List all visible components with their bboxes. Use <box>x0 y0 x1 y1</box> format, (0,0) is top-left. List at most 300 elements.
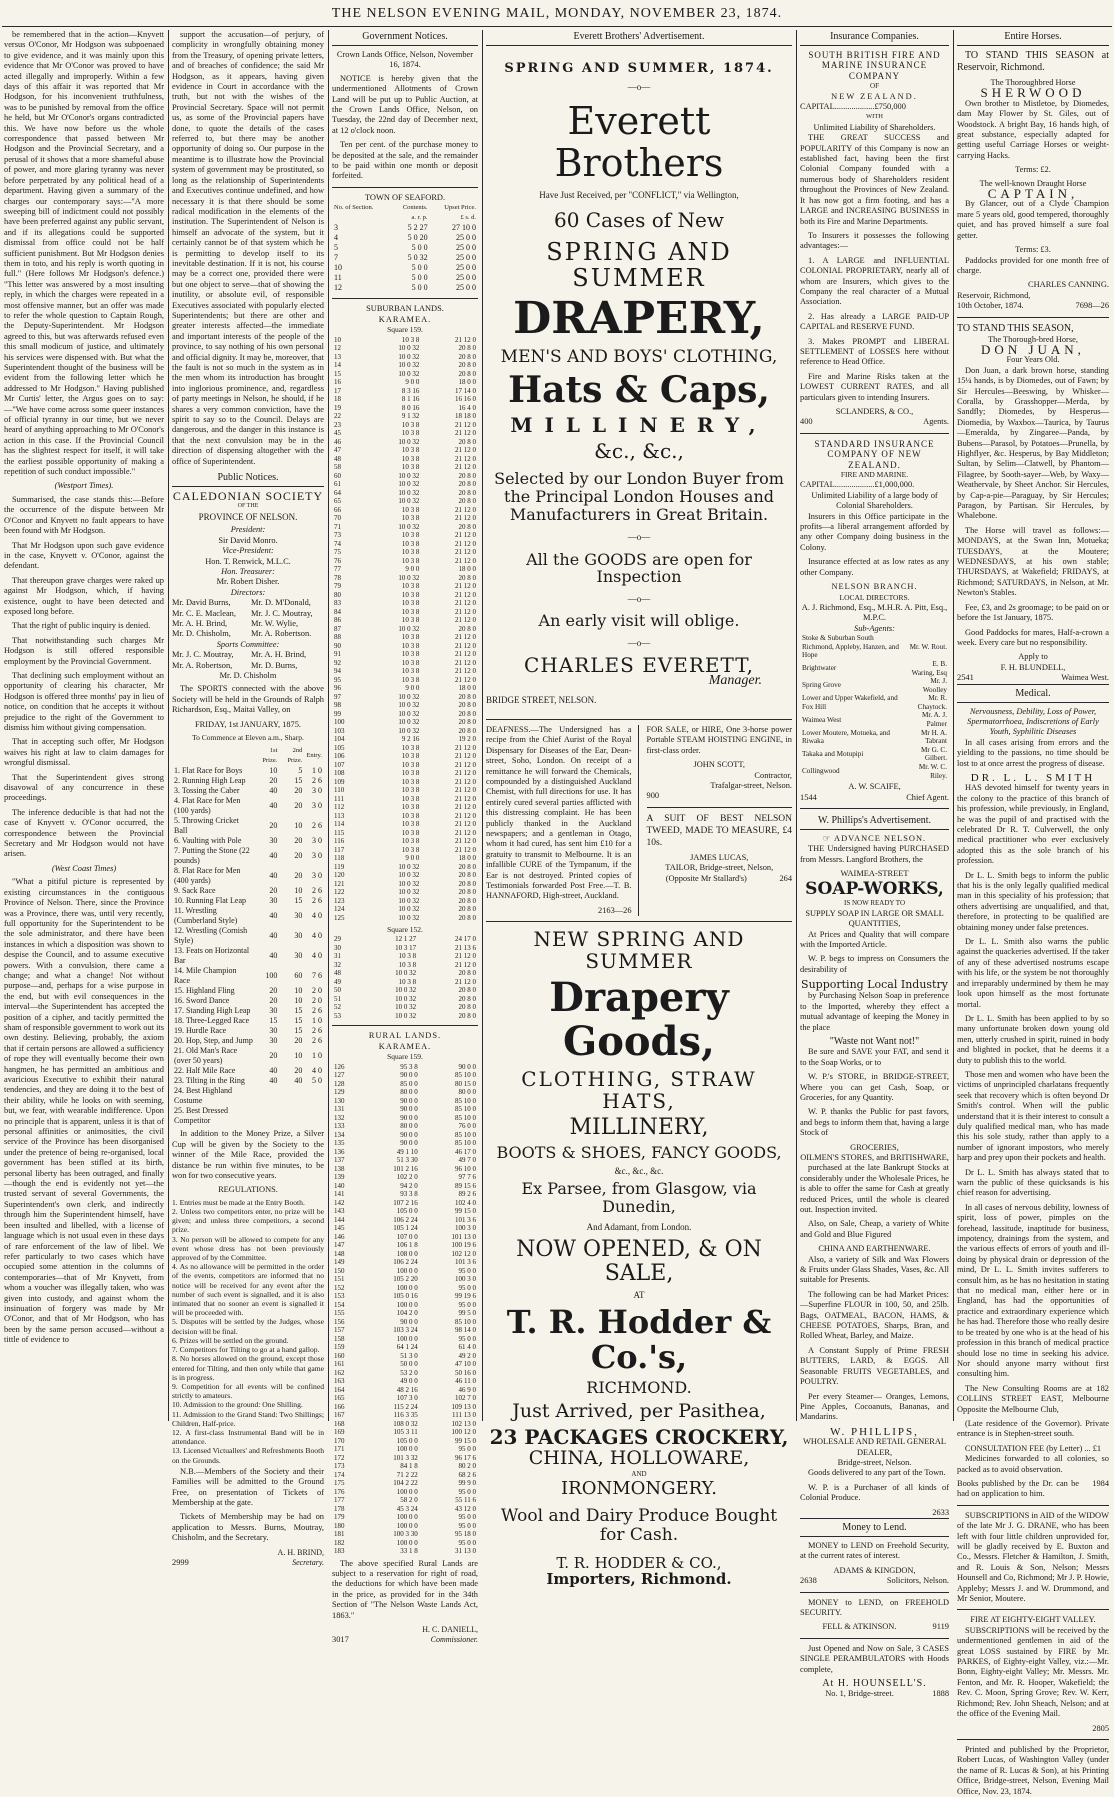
table-cell: E. B. Waring, Esq <box>911 659 947 677</box>
table-cell: 124 <box>334 905 345 913</box>
table-row <box>800 746 949 763</box>
table-cell: 9 0 0 <box>405 565 420 573</box>
hodder-drapery: Drapery Goods, <box>549 974 729 1066</box>
medical-text: In all cases of nervous debility, lowness of spirit, loss of power, pimples on the forehead, lassitude, inaptitude for business, impotency, drainings from the system, and the various effects of errors of youth and ill-doing by physical drain or depression of the mind, Dr L. L. Smith invites sufferers to consult him, as he has no hesitation in stating that no medical man, either here or in England, has had the opportunities of practice and extraordinary experience which he has had. Therefore those who really desire to be treated by one who is at the head of his profession in this branch of medical practice should lose no time in seeking his advice. Nor should anyone marry without first consulting him. <box>957 1202 1109 1379</box>
etc: &c., &c., <box>594 439 684 464</box>
support-heading: Supporting Local Industry <box>801 978 948 992</box>
table-cell: 20 8 0 <box>458 888 476 896</box>
table-row <box>332 336 478 345</box>
table-cell: 49 0 0 <box>400 1377 418 1386</box>
early-visit: An early visit will oblige. <box>538 611 740 631</box>
table-cell: Takaka and Motupipi <box>802 750 864 759</box>
table-cell: 16 16 0 <box>455 395 476 403</box>
table-cell: 15 <box>269 1016 278 1026</box>
table-row <box>332 608 478 617</box>
chief-agent: A. W. SCAIFE, <box>848 782 901 792</box>
header-cell: Entry. <box>306 752 322 760</box>
unit-cell <box>332 213 391 223</box>
china-line: CHINA AND EARTHENWARE. <box>818 1244 931 1254</box>
table-heading: RURAL LANDS. <box>368 1031 442 1041</box>
table-row <box>332 1343 478 1352</box>
company-text: THE GREAT SUCCESS and POPULARITY of this Company is now an established fact, having been the first Colonial Company founded with a numerous body of Shareholders resident throughout the Provinces of New Zealand. It has now got a firm footing, and has a LARGE and INCREASING BUSINESS in both its Fire and Marine Departments. <box>800 133 949 226</box>
table-cell: 21 12 0 <box>455 420 476 429</box>
table-cell: 2 0 <box>312 986 322 996</box>
section-heading: Entire Horses. <box>957 30 1109 46</box>
table-cell: 100 <box>265 971 278 981</box>
table-cell: 30 <box>269 1026 278 1036</box>
table-cell: 10 3 8 <box>398 952 417 961</box>
table-cell: 10 3 8 <box>401 845 420 854</box>
table-cell: 22. Half Mile Race <box>174 1066 236 1076</box>
table-row <box>800 694 949 711</box>
table-cell: 20 8 0 <box>458 573 476 582</box>
table-cell: Lower Moutere, Motueka, and Riwaka <box>802 728 891 746</box>
hodder-just: Just Arrived, per Pasithea, <box>512 1399 766 1422</box>
table-cell: 10 0 32 <box>398 344 420 352</box>
table-cell: 98 <box>334 701 341 709</box>
hodder-sig2: Importers, Richmond. <box>546 1570 732 1589</box>
table-cell: 20 8 0 <box>458 871 476 879</box>
manager-name: CHARLES EVERETT, <box>524 653 754 678</box>
table-cell: 84 1 8 <box>400 1462 418 1471</box>
table-row <box>332 506 478 515</box>
table-cell: 10 3 8 <box>401 752 420 760</box>
notice-text: NOTICE is hereby given that the undermentioned Allotments of Crown Land will be put up to Public Auction, at the Crown Lands Office, Nelson, on Tuesday, the 22nd day of December next, at 12 o'clock noon. <box>332 73 478 135</box>
money-title: Solicitors, Nelson. <box>886 1576 949 1586</box>
table-cell: 128 <box>334 1079 345 1088</box>
table-cell: 17. Standing High Leap <box>174 1006 251 1016</box>
table-cell: 65 <box>334 497 341 505</box>
table-cell: 74 <box>334 539 341 548</box>
table-cell: 20 8 0 <box>458 471 476 480</box>
table-cell <box>304 1086 324 1106</box>
table-cell: 21 12 0 <box>455 590 476 599</box>
table-cell: 21 12 0 <box>455 556 476 565</box>
table-cell: 169 <box>334 1428 345 1437</box>
director: Mr. David Burns, <box>172 598 231 608</box>
table-row <box>332 684 478 693</box>
company-country: NEW ZEALAND. <box>831 91 918 101</box>
table-cell: 157 <box>334 1326 345 1335</box>
price-line: At Prices and Quality that will compare with the Imported Article. <box>800 929 949 949</box>
table-cell: 174 <box>334 1470 345 1479</box>
table-cell: 155 <box>334 1309 345 1318</box>
table-cell: 11 <box>334 273 342 283</box>
table-cell: 4. Flat Race for Men (100 yards) <box>174 796 241 816</box>
table-row <box>172 846 324 866</box>
table-row <box>332 1386 478 1395</box>
table-cell: 20 <box>294 1036 303 1046</box>
table-cell: 90 0 0 <box>400 1139 418 1148</box>
table-cell: 20 8 0 <box>458 344 476 352</box>
table-row <box>332 1369 478 1378</box>
table-row <box>332 446 478 455</box>
medical-text: Those men and women who have been the victims of unprincipled charlatans frequently seek that recovery which is often beyond Dr Smith's control. When will the public understand that it is their interest to consult a duly qualified medical man, who has made this his sole study, rather than apply to a number of ignorant impostors, who merely harp and prey upon their pockets and health. <box>957 1069 1109 1163</box>
table-cell: 99 5 0 <box>458 1309 476 1318</box>
ad-number: 2541 <box>957 673 974 683</box>
table-cell: 21 12 0 <box>455 977 476 986</box>
table-cell: 10 3 8 <box>401 446 420 454</box>
table-cell: 97 <box>334 692 341 701</box>
table-cell: 10 3 8 <box>401 828 420 837</box>
table-cell: 20 <box>294 836 303 846</box>
table-cell: 21 12 0 <box>455 514 476 522</box>
table-cell: 21 12 0 <box>455 845 476 854</box>
table-cell: 99 9 0 <box>458 1479 476 1488</box>
table-cell: 10 3 8 <box>401 803 420 811</box>
article-paragraph: "What a pitiful picture is represented by existing circumstances in the contiguous Province of Nelson. There, since the Province was a Province, there was, until very recently, full opportunity for the Superintendent to be the sole administrator, and there have been instances in which a disposition was shown to despise the Council, and to assume executive powers. With a convulsion, there came a change; and what a change! Not without purpose—and, perhaps for a wise purpose in the end, but with evil consequences in the interval—the Superintendent has accepted the position of a cipher, and tacitly permitted the sham of responsible government to work out its own destiny. Believing, probably, the axiom that if certain persons are allowed a sufficiency of rope they will eventually become their own hangmen, he has permitted an ambitious and avaricious Executive to exhibit their natural tendencies, and they are doing it to the best of their ability, while he looks on with seeming, but, we fear, with wearable indifference. Upon no principle that is apparent, unless it is that of personal affinities or animosities, the civil service of the Province has been disorganised under the pretence of being re-organised, local government has been stifled at its birth, personal liberty has been outraged, and finally—though the end is evidently not yet—the trusted servant of several Governments, the Superintendent's own clerk, and indirectly through him the Superintendent himself, have been insulted and libelled, with a license of language which is not usual even in these days of rare enforcement of the law of libel. We refer particularly to two cases which have occupied some attention in the columns of contemporaries—that of Mr Knyvett, from whom a voucher was illegally taken, who was given into custody, and against whom the insinuation of forgery was made by Mr O'Conor, and that of Mr Hodgson, who has been by the same person accused—without a tittle of evidence to <box>4 877 164 1345</box>
table-cell: 121 <box>334 879 345 888</box>
separator <box>957 1609 1109 1610</box>
table-cell: 40 <box>269 931 278 941</box>
sale-title: Contractor, <box>754 770 792 780</box>
table-cell: 100 3 0 <box>455 1224 476 1233</box>
imprint: Printed and published by the Proprietor, Robert Lucas, of Washington Valley (under the name of R. Lucas & Son), at his Printing Office, Bridge-street, Nelson, Evening Mail Office, Nov. 23, 1874. <box>957 1744 1109 1796</box>
table-cell: Mr. W. Rout. <box>909 642 947 651</box>
fire-marine: FIRE AND MARINE. <box>840 470 909 480</box>
table-row <box>172 1086 324 1106</box>
table-cell: 20 8 0 <box>458 522 476 531</box>
millinery: MILLINERY, <box>510 413 768 438</box>
selected-text: Selected by our London Buyer from the Principal London Houses and Manufacturers in Great Britain. <box>494 469 784 525</box>
label: Hon. Treasurer: <box>221 566 275 576</box>
table-row <box>332 243 478 253</box>
column-6 <box>957 30 1109 1796</box>
table-cell: 3 0 <box>312 836 322 846</box>
table-cell: 20 8 0 <box>458 709 476 718</box>
table-cell: 13. Feats on Horizontal Bar <box>174 946 250 966</box>
stand-line: TO STAND THIS SEASON, <box>957 322 1074 334</box>
table-row <box>332 438 478 447</box>
money-text: MONEY to LEND, on FREEHOLD SECURITY. <box>800 1597 949 1617</box>
article-paragraph: That notwithstanding such charges Mr Hodgson is still offered responsible employment by the Provincial Government. <box>4 635 164 666</box>
pram-addr: No. 1, Bridge-street. <box>825 1689 894 1699</box>
table-cell: Collingwood <box>802 767 840 776</box>
hodder-etc: &c., &c., &c. <box>614 1166 664 1177</box>
fire-heading: FIRE AT EIGHTY-EIGHT VALLEY. <box>970 1615 1096 1625</box>
table-row <box>800 634 949 660</box>
section-heading: W. Phillips's Advertisement. <box>800 814 949 830</box>
table-row <box>332 1454 478 1463</box>
hodder-town: RICHMOND. <box>586 1378 692 1398</box>
table-row <box>332 1131 478 1140</box>
suburban-table <box>332 336 478 923</box>
table-cell: 12 1 27 <box>395 935 417 944</box>
section-heading: Public Notices. <box>172 471 324 487</box>
table-row <box>332 1258 478 1267</box>
table-cell: 115 2 24 <box>393 1402 418 1411</box>
table-cell: 115 <box>334 828 345 837</box>
table-cell: 10 3 8 <box>401 420 420 429</box>
table-cell: 40 <box>269 1076 278 1086</box>
agent-title: Agents. <box>923 417 949 427</box>
ad-number: 2633 <box>932 1507 949 1517</box>
table-cell: 21 12 0 <box>455 582 476 590</box>
table-cell: 20 8 0 <box>458 1011 476 1020</box>
table-cell: 15 <box>334 369 341 378</box>
owner-name: CHARLES CANNING. <box>1028 280 1109 290</box>
table-cell <box>256 1106 280 1126</box>
table-cell: 49 <box>334 977 341 986</box>
regs-tickets: Tickets of Membership may be had on application to Messrs. Burns, Moutray, Chisholm, and the Secretary. <box>172 1512 324 1543</box>
table-cell: 21 12 0 <box>455 777 476 786</box>
table-cell: 146 <box>334 1232 345 1241</box>
owner-addr: Reservoir, Richmond, <box>957 290 1031 300</box>
ad-number: 400 <box>800 417 813 427</box>
table-cell: 5 0 0 <box>411 283 428 293</box>
table-cell: 94 2 0 <box>400 1181 418 1190</box>
table-cell: 85 10 0 <box>455 1071 476 1080</box>
table-row <box>332 659 478 668</box>
table-cell: 27 10 0 <box>452 223 476 233</box>
table-cell: 40 <box>269 951 278 961</box>
phillips-addr: Bridge-street, Nelson. <box>837 1457 912 1467</box>
table-row <box>332 633 478 642</box>
column-1 <box>4 30 164 1421</box>
table-row <box>332 1530 478 1539</box>
table-row <box>332 1471 478 1480</box>
director: Mr. J. C. Moutray, <box>251 608 313 618</box>
table-row <box>332 803 478 812</box>
widow-text: SUBSCRIPTIONS in AID of the WIDOW of the late Mr J. G. DRANE, who has been left with four little children unprovided for, will be gladly received by E. Buxton and Co., Messrs. Fletcher & Hamilton, J. Smith, and R. Louis & Son, Nelson; Messrs Hounsell and Co, Richmond; Mr J. P. Howie, Appleby; Messrs J. and W. Drummond, and Mr Senior, Moutere. <box>957 1510 1109 1604</box>
table-cell: 21 12 0 <box>455 454 476 463</box>
table-cell: Brightwater <box>802 664 837 673</box>
medical-text: In all cases arising from errors and the yielding to the passions, no time should be lost to at once arrest the progress of disease. <box>957 737 1109 768</box>
table-cell: 10 0 32 <box>398 905 420 913</box>
table-cell: 10 3 8 <box>401 820 420 828</box>
table-cell: 20 8 0 <box>458 879 476 888</box>
table-row <box>332 710 478 719</box>
table-cell: 100 0 0 <box>396 1445 418 1454</box>
table-cell: 127 <box>334 1071 345 1080</box>
table-cell: Lower and Upper Wakefield, and Fox Hill <box>802 694 898 711</box>
table-cell: 21 12 0 <box>455 335 476 344</box>
address: BRIDGE STREET, NELSON. <box>486 694 597 705</box>
section-heading: Everett Brothers' Advertisement. <box>486 30 792 46</box>
table-cell: 95 3 8 <box>400 1062 418 1071</box>
table-cell: 105 0 0 <box>396 1207 418 1216</box>
table-row <box>800 677 949 694</box>
suit-addr: TAILOR, Bridge-street, Nelson, <box>665 863 774 873</box>
table-cell: 96 10 0 <box>455 1164 476 1173</box>
table-row <box>332 582 478 591</box>
table-row <box>332 625 478 634</box>
table-cell: 15 <box>294 1006 303 1016</box>
table-cell: 20 <box>269 776 278 786</box>
table-cell: 90 0 0 <box>458 1062 476 1071</box>
table-row <box>332 837 478 846</box>
table-cell: 8. Flat Race for Men (400 yards) <box>174 866 241 886</box>
table-row <box>332 1335 478 1344</box>
table-cell: 86 <box>334 616 341 624</box>
article-paragraph: be remembered that in the action—Knyvett versus O'Conor, Mr Hodgson was subpoenaed to give evidence, and it was mainly upon this evidence that Mr O'Conor was proved to have acted illegally and improperly. Within a few days of this affair it was reported that Mr Hodgson, for his inconvenient truthfulness, was to be punished by removal from the office he held, but Mr O'Conor's organs contradicted this. We have now before us the whole correspondence that passed between Mr Hodgson and the Provincial Secretary, and a perusal of it shows that a more shameful abuse of power, and more glaring tyranny was never before perpetrated by any political head of a department. Having given a summary of the charges our contemporary says:—"A more sweeping bill of indictment could not possibly have been preferred against any public servant, and if its allegations could be supported dismissal from office could not be half sufficient punishment. But Mr Hodgson denies them in toto, and his reply is worth quoting in full." (Here follows Mr Hodgson's defence.) "This letter was answered by a most insulting reply, in which the charges were repeated in a most offensive manner, but an offer was made to refer the whole question to Captain Rough, the Deputy-Superintendent. Mr Hodgson agreed to this, but was afterwards refused even this small modicum of justice, and ultimately his services were dispensed with. But what the Superintendent thought of the business will be evident from the following letter which he addressed to Mr Hodgson." Having published Mr Curtis' letter, the Argus goes on to say:—"We have come across some queer instances of official tyranny in our time, but we never heard of anything approaching to Mr O'Conor's action in this case. If the Provincial Council has the slightest respect for itself, it will take the earliest possible opportunity of making a repetition of such conduct impossible." <box>4 30 164 477</box>
table-cell: 94 <box>334 667 341 675</box>
table-cell: 9 0 0 <box>405 684 420 692</box>
table-cell: 51 <box>334 994 341 1003</box>
table-cell: 100 0 0 <box>396 1283 418 1292</box>
table-cell: 106 <box>334 752 345 760</box>
table-cell: 32 <box>334 960 341 969</box>
table-cell: 20 8 0 <box>458 480 476 488</box>
table-cell: 177 <box>334 1496 345 1505</box>
table-row <box>332 361 478 370</box>
table-cell: 3 0 <box>312 801 322 811</box>
table-cell: 104 <box>334 735 345 743</box>
table-row <box>332 1301 478 1310</box>
table-cell: 20 8 0 <box>458 726 476 735</box>
table-cell: 21 12 0 <box>455 760 476 769</box>
column-rule <box>482 30 483 1421</box>
company-of: OF <box>870 82 879 91</box>
table-cell: 10 3 8 <box>401 633 420 641</box>
events-note: In addition to the Money Prize, a Silver Cup will be given by the Society to the winner of the Mile Race, provided the distance be run within five minutes, to be won for two consecutive years. <box>172 1129 324 1181</box>
clothing: MEN'S AND BOYS' CLOTHING, <box>500 346 778 367</box>
divider: —o— <box>627 593 651 604</box>
groceries: GROCERIES, <box>850 1142 899 1152</box>
sports-committee <box>172 650 324 671</box>
phillips-general: WHOLESALE AND RETAIL GENERAL DEALER, <box>803 1437 946 1457</box>
table-cell: 99 15 0 <box>455 1207 476 1216</box>
table-cell: 153 <box>334 1292 345 1301</box>
table-cell: 15 <box>294 896 303 906</box>
table-row <box>332 986 478 995</box>
article-paragraph: That the right of public inquiry is denied. <box>12 621 151 631</box>
agents-table <box>800 634 949 780</box>
table-cell: 40 <box>269 911 278 921</box>
table-cell: 108 0 0 <box>396 1249 418 1258</box>
purchaser-text: W. P. is a Purchaser of all kinds of Colonial Produce. <box>800 1482 949 1503</box>
money-name: FELL & ATKINSON. <box>822 1622 897 1632</box>
table-cell: 10 0 32 <box>398 701 420 709</box>
table-cell: 87 <box>334 624 341 633</box>
table-cell: 10 <box>294 886 303 896</box>
table-cell: 10 3 8 <box>401 590 420 599</box>
sale-name: JOHN SCOTT, <box>693 760 745 770</box>
table-row <box>332 718 478 727</box>
table-cell: 43 12 0 <box>455 1504 476 1513</box>
advantage: 3. Makes PROMPT and LIBERAL SETTLEMENT of LOSSES here without reference to Head Office. <box>800 336 949 367</box>
table-cell: 40 <box>269 786 278 796</box>
table-row <box>332 761 478 770</box>
table-cell: 2 0 <box>312 996 322 1006</box>
table-row <box>332 1156 478 1165</box>
brand-name: Everett Brothers <box>554 98 724 185</box>
table-cell: 10 3 8 <box>401 837 420 845</box>
medical-text: Dr L. L. Smith has been applied to by so many unfortunate broken down young old men, utterly crushed in spirit, ruined in body and blighted in pocket, that he deems it a duty to publish this to the world. <box>957 1013 1109 1065</box>
table-row <box>332 370 478 379</box>
table-row <box>332 1216 478 1225</box>
table-row <box>332 829 478 838</box>
table-cell: 145 <box>334 1224 345 1233</box>
article-paragraph: The inference deducible is that had not the case of Knyvett v. O'Conor occurred, the correspondence between the Provincial Secretary and Mr Hodgson would not have arisen. <box>4 807 164 859</box>
phillips-text: THE Undersigned having PURCHASED from Messrs. Langford Brothers, the <box>800 844 949 864</box>
table-cell: 58 <box>334 463 341 471</box>
table-cell: Mr G. C. Gilbert. <box>921 745 947 763</box>
table-cell: 99 19 6 <box>455 1292 476 1301</box>
table-cell: 160 <box>334 1351 345 1360</box>
company-text: Insurers in this Office participate in the profits—a liberal arrangement afforded by any other Company doing business in the Colony. <box>800 511 949 552</box>
table-cell: Mr. J. Woolley <box>922 677 947 694</box>
table-cell: Mr H. A. Tabrant <box>921 728 947 746</box>
column-rule <box>953 30 954 1421</box>
ad-number: 264 <box>779 873 792 883</box>
table-cell: 10 0 32 <box>398 871 420 879</box>
table-row <box>332 1411 478 1420</box>
table-cell: 60 <box>294 971 303 981</box>
table-cell: 85 10 0 <box>455 1113 476 1122</box>
member: Mr. J. C. Moutray, <box>172 650 234 660</box>
table-row <box>332 574 478 583</box>
table-cell: 85 10 0 <box>455 1096 476 1105</box>
regulation-item: 13. Licensed Victuallers' and Refreshments Booth on the Grounds. <box>172 1446 324 1465</box>
regulation-item: 10. Admission to the ground: One Shilling. <box>172 1400 303 1410</box>
ad-number: 1984 <box>1092 1478 1109 1488</box>
table-cell: 70 <box>334 514 341 522</box>
article-paragraph: That in accepting such offer, Mr Hodgson waives his right at law to claim damages for wrongful dismissal. <box>4 737 164 768</box>
header-cell: 2nd Prize. <box>287 747 303 765</box>
table-row <box>332 693 478 702</box>
table-cell: 21 12 0 <box>455 960 476 969</box>
table-cell: 40 <box>269 851 278 861</box>
table-cell: 21 12 0 <box>455 599 476 607</box>
table-cell: 164 <box>334 1385 345 1394</box>
manager-title: Manager. <box>708 673 762 689</box>
oilmen: OILMEN'S STORES, and BRITISHWARE, <box>800 1152 949 1162</box>
table-cell: 8 3 16 <box>401 386 420 395</box>
stand-line: TO STAND THIS SEASON at Reservoir, Richmond. <box>957 50 1109 73</box>
table-cell: 7 <box>334 253 338 263</box>
column-3 <box>332 30 478 1645</box>
table-row <box>332 935 478 944</box>
regulation-item: 1. Entries must be made at the Entry Booth. <box>172 1197 305 1207</box>
table-cell: 178 <box>334 1504 345 1513</box>
books: Books published by the Dr. can be had on application to him. <box>957 1478 1079 1499</box>
hodder-and: And Adamant, from London. <box>586 1221 692 1232</box>
table-row <box>332 1071 478 1080</box>
table-cell: 30 <box>294 931 303 941</box>
table-row <box>172 796 324 816</box>
table-cell: 15. Highland Fling <box>174 986 235 996</box>
table-row <box>332 1496 478 1505</box>
table-row <box>332 880 478 889</box>
table-row <box>332 599 478 608</box>
column-2 <box>172 30 324 1567</box>
terms: Terms: £3. <box>1015 245 1051 255</box>
table-cell: 21 13 6 <box>455 943 476 952</box>
table-cell: 20 8 0 <box>458 994 476 1003</box>
table-cell: 8 0 16 <box>401 403 420 412</box>
table-cell: 5 0 0 <box>411 263 428 273</box>
table-cell: 10 <box>269 766 278 776</box>
table-cell: 90 0 0 <box>400 1105 418 1114</box>
table-cell: 116 3 35 <box>393 1411 418 1420</box>
director: Mr. D. Chisholm, <box>172 629 231 639</box>
table-row <box>332 1284 478 1293</box>
table-cell: 20 8 0 <box>458 437 476 446</box>
table-cell: 21 12 0 <box>455 675 476 684</box>
table-cell: 90 0 0 <box>400 1113 418 1122</box>
table-row <box>332 1275 478 1284</box>
table-cell: 10 0 32 <box>398 879 420 888</box>
table-row <box>172 946 324 966</box>
silk-text: Also, a variety of Silk and Wax Flowers & Fruits under Glass Shades, Vases, &c. All suitable for Presents. <box>800 1254 949 1285</box>
table-cell: 20 8 0 <box>458 369 476 378</box>
table-cell: 46 9 0 <box>458 1385 476 1394</box>
square: Square 159. <box>387 1052 423 1062</box>
table-row <box>172 1076 324 1086</box>
suburban2-table <box>332 935 478 1020</box>
table-cell: 22 <box>334 412 341 420</box>
